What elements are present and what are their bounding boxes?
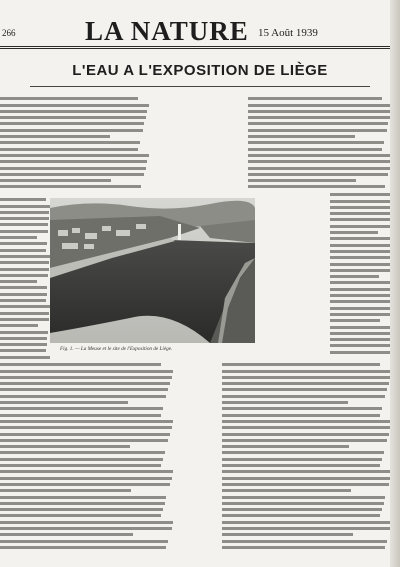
text-line: [0, 173, 144, 176]
text-line: [222, 502, 384, 505]
text-line: [222, 420, 392, 423]
text-line: [248, 173, 388, 176]
text-line: [330, 212, 394, 215]
text-line: [222, 477, 391, 480]
text-line: [222, 382, 389, 385]
text-line: [0, 356, 50, 359]
text-line: [330, 231, 378, 234]
text-line: [248, 129, 387, 132]
body-text-left-bottom: [0, 360, 175, 560]
text-line: [330, 332, 392, 335]
text-line: [330, 250, 395, 253]
text-line: [222, 388, 387, 391]
issue-date: 15 Août 1939: [258, 27, 318, 39]
text-line: [0, 242, 47, 245]
text-line: [330, 300, 395, 303]
text-line: [222, 433, 389, 436]
exposition-photograph: [50, 198, 255, 343]
text-line: [248, 122, 388, 125]
journal-title: LA NATURE: [85, 16, 249, 46]
text-line: [0, 337, 47, 340]
text-line: [0, 185, 141, 188]
text-line: [222, 414, 380, 417]
text-line: [0, 496, 166, 499]
text-line: [0, 223, 48, 226]
text-line: [0, 382, 170, 385]
page-header: [0, 14, 400, 44]
text-line: [330, 288, 391, 291]
text-line: [248, 148, 382, 151]
text-line: [0, 502, 165, 505]
text-line: [0, 312, 49, 315]
text-line: [0, 299, 46, 302]
text-line: [0, 261, 49, 264]
text-line: [0, 286, 47, 289]
text-line: [0, 546, 166, 549]
text-line: [0, 470, 173, 473]
text-line: [222, 496, 385, 499]
text-line: [0, 154, 149, 157]
text-line: [222, 370, 392, 373]
text-line: [0, 167, 146, 170]
text-line: [222, 508, 382, 511]
text-line: [330, 218, 393, 221]
text-line: [222, 540, 387, 543]
text-line: [0, 217, 49, 220]
text-line: [330, 338, 391, 341]
text-line: [0, 363, 161, 366]
text-line: [330, 225, 393, 228]
text-line: [330, 237, 391, 240]
text-line: [330, 263, 394, 266]
text-line: [0, 230, 48, 233]
text-line: [0, 477, 172, 480]
text-line: [222, 439, 387, 442]
photo-illustration: [50, 198, 255, 343]
text-line: [0, 205, 50, 208]
text-line: [0, 395, 166, 398]
text-line: [330, 281, 392, 284]
text-line: [0, 179, 111, 182]
text-line: [0, 414, 161, 417]
text-line: [0, 274, 48, 277]
text-line: [248, 141, 384, 144]
header-rule-double: [0, 48, 400, 49]
text-line: [0, 458, 163, 461]
text-line: [0, 135, 110, 138]
text-line: [0, 370, 173, 373]
text-line: [0, 349, 46, 352]
text-line: [222, 395, 385, 398]
body-text-right-bottom: [222, 360, 394, 560]
text-line: [330, 319, 380, 322]
text-line: [330, 193, 391, 196]
text-line: [0, 433, 170, 436]
text-line: [0, 527, 172, 530]
text-line: [330, 256, 395, 259]
text-line: [222, 376, 391, 379]
text-line: [330, 206, 395, 209]
text-line: [248, 135, 355, 138]
text-line: [0, 521, 173, 524]
text-line: [222, 521, 392, 524]
text-line: [248, 160, 391, 163]
text-line: [222, 451, 384, 454]
text-line: [222, 401, 348, 404]
text-line: [222, 483, 389, 486]
text-line: [0, 97, 138, 100]
text-line: [0, 255, 50, 258]
text-line: [0, 141, 140, 144]
text-line: [330, 326, 393, 329]
text-line: [222, 527, 391, 530]
text-line: [0, 104, 149, 107]
page-number: 266: [2, 28, 16, 38]
text-line: [0, 318, 49, 321]
text-line: [330, 344, 391, 347]
text-line: [0, 331, 48, 334]
text-line: [0, 129, 143, 132]
text-line: [248, 116, 390, 119]
text-line: [330, 307, 395, 310]
text-line: [0, 464, 161, 467]
body-text-left-mid: [0, 195, 50, 365]
text-line: [0, 198, 46, 201]
text-line: [0, 508, 163, 511]
text-line: [222, 464, 380, 467]
text-line: [0, 426, 172, 429]
text-line: [0, 445, 130, 448]
text-line: [222, 363, 380, 366]
text-line: [248, 185, 385, 188]
text-line: [0, 483, 170, 486]
text-line: [0, 489, 131, 492]
text-line: [0, 324, 38, 327]
text-line: [330, 313, 394, 316]
text-line: [0, 236, 37, 239]
text-line: [248, 104, 393, 107]
text-line: [0, 268, 49, 271]
text-line: [248, 167, 390, 170]
body-text-right-mid: [330, 190, 396, 360]
text-line: [0, 148, 138, 151]
text-line: [330, 351, 395, 354]
text-line: [0, 116, 146, 119]
text-line: [0, 293, 47, 296]
text-line: [0, 388, 168, 391]
text-line: [248, 154, 393, 157]
text-line: [222, 533, 353, 536]
article-title: L'EAU A L'EXPOSITION DE LIÈGE: [72, 62, 328, 79]
text-line: [0, 401, 128, 404]
figure-caption: Fig. 1. — La Meuse et le site de l'Exposition de Liège.: [60, 346, 173, 352]
body-text-right-top: [248, 94, 394, 194]
text-line: [0, 533, 133, 536]
text-line: [330, 244, 391, 247]
text-line: [0, 305, 50, 308]
text-line: [222, 546, 385, 549]
text-line: [0, 376, 172, 379]
text-line: [330, 275, 379, 278]
body-text-left-top: [0, 94, 150, 194]
text-line: [222, 470, 392, 473]
text-line: [0, 122, 144, 125]
text-line: [248, 179, 356, 182]
text-line: [0, 451, 165, 454]
text-line: [330, 200, 395, 203]
text-line: [0, 280, 37, 283]
text-line: [222, 489, 351, 492]
text-line: [0, 420, 173, 423]
text-line: [330, 269, 393, 272]
text-line: [222, 407, 382, 410]
text-line: [248, 110, 391, 113]
text-line: [0, 439, 168, 442]
text-line: [0, 110, 147, 113]
text-line: [222, 445, 349, 448]
text-line: [330, 294, 391, 297]
text-line: [222, 458, 382, 461]
text-line: [222, 426, 391, 429]
text-line: [248, 97, 382, 100]
text-line: [0, 160, 147, 163]
text-line: [0, 514, 161, 517]
header-rule: [0, 46, 400, 47]
text-line: [0, 249, 46, 252]
title-rule: [30, 86, 370, 87]
text-line: [0, 343, 47, 346]
text-line: [222, 514, 380, 517]
book-spine-shadow: [390, 0, 400, 567]
text-line: [0, 540, 168, 543]
text-line: [0, 211, 49, 214]
text-line: [0, 407, 163, 410]
